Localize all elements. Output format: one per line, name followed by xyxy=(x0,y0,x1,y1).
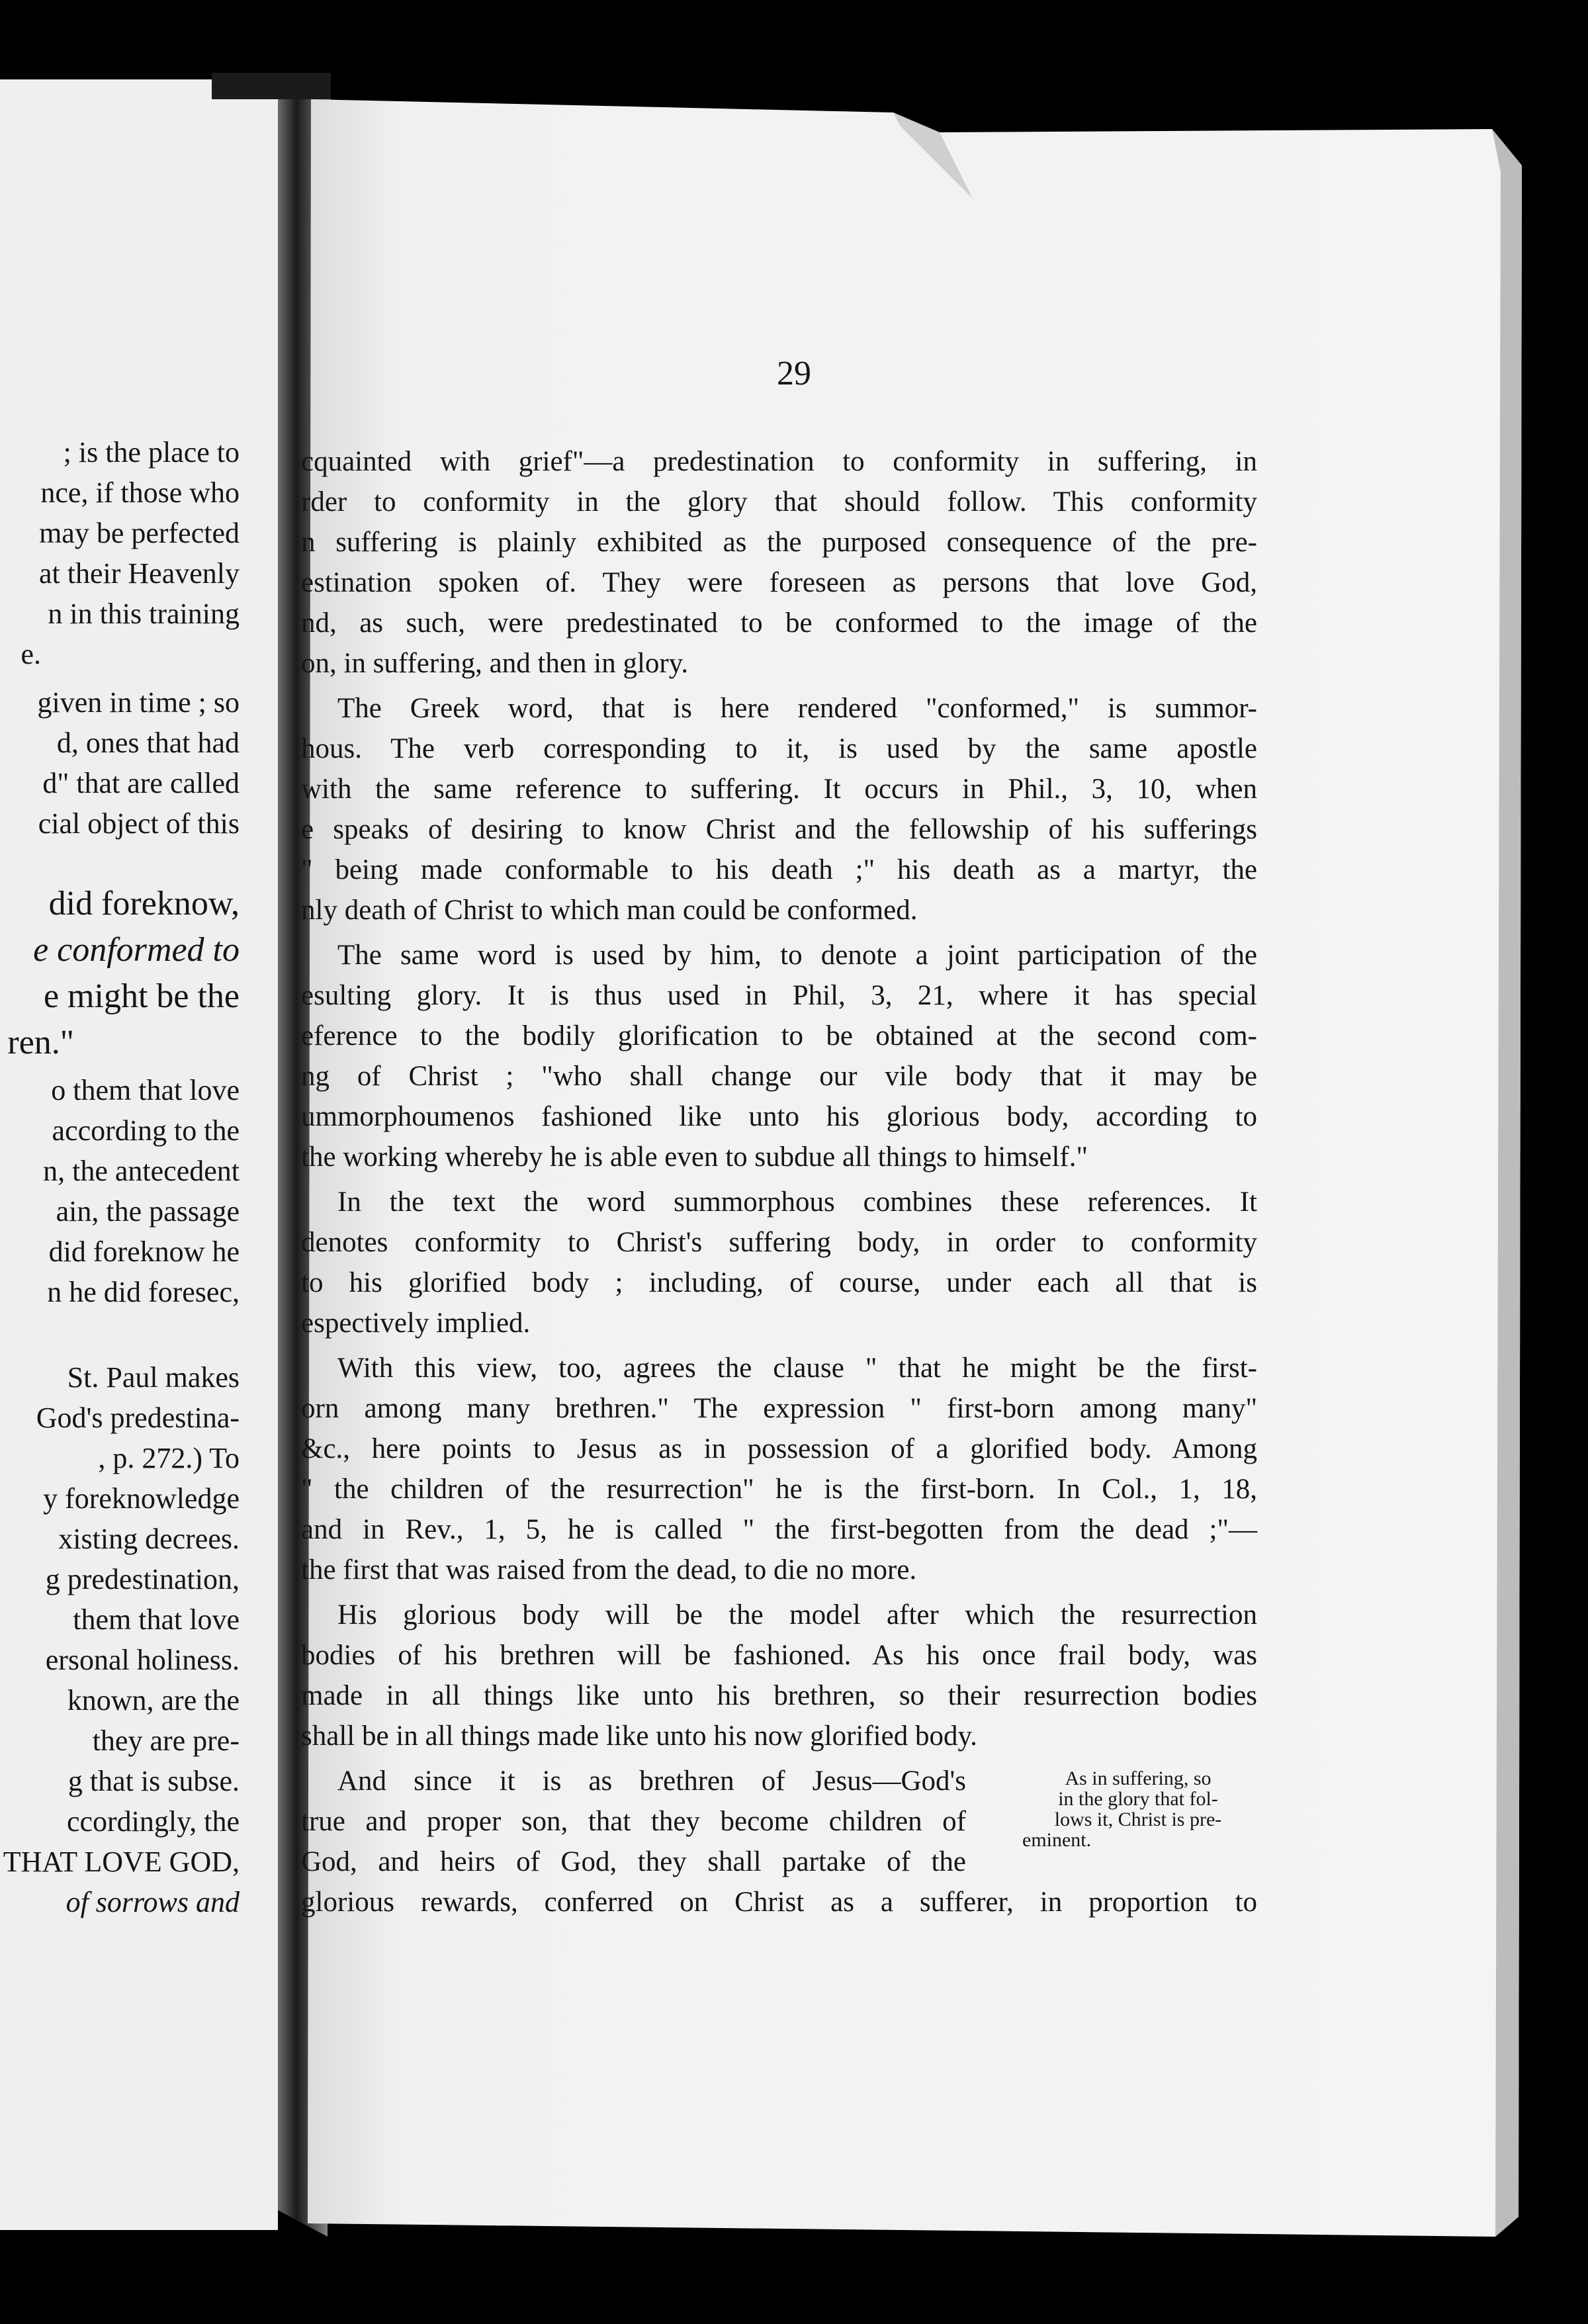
body-line: glorious rewards, conferred on Christ as a sufferer, in proportion to xyxy=(301,1887,1257,1918)
sidenote-line: As in suffering, so xyxy=(1065,1767,1212,1789)
left-line: xisting decrees. xyxy=(58,1523,240,1555)
left-line: nce, if those who xyxy=(40,476,240,509)
body-line: ng of Christ ; "who shall change our vile body that it may be xyxy=(301,1061,1257,1092)
left-line: God's predestina- xyxy=(36,1402,240,1434)
left-line: THAT LOVE GOD, xyxy=(3,1846,240,1878)
body-line: made in all things like unto his brethren, so their resurrection bodies xyxy=(301,1680,1257,1711)
body-line: &c., here points to Jesus as in possession of a glorified body. Among xyxy=(301,1433,1257,1464)
left-line: n, the antecedent xyxy=(43,1155,240,1187)
sidenote-line: eminent. xyxy=(1022,1829,1092,1851)
page-number: 29 xyxy=(777,355,811,392)
left-line: them that love xyxy=(73,1603,240,1636)
body-line: " the children of the resurrection" he is the first-born. In Col., 1, 18, xyxy=(301,1474,1257,1505)
left-line: cial object of this xyxy=(38,807,240,840)
left-line: , p. 272.) To xyxy=(98,1442,240,1474)
body-line: With this view, too, agrees the clause " that he might be the first- xyxy=(337,1353,1257,1384)
left-line: d, ones that had xyxy=(56,727,240,759)
body-line: ummorphoumenos fashioned like unto his glorious body, according to xyxy=(301,1101,1257,1132)
body-line: hous. The verb corresponding to it, is used by the same apostle xyxy=(301,733,1257,764)
left-line: d" that are called xyxy=(42,767,240,799)
body-line: denotes conformity to Christ's suffering body, in order to conformity xyxy=(301,1227,1257,1258)
left-line: n in this training xyxy=(48,598,240,630)
body-line: to his glorified body ; including, of course, under each all that is xyxy=(301,1267,1257,1298)
left-line: given in time ; so xyxy=(37,686,240,719)
body-line: on, in suffering, and then in glory. xyxy=(301,648,689,679)
body-line: rder to conformity in the glory that should follow. This conformity xyxy=(301,486,1257,517)
left-line-large: did foreknow, xyxy=(48,885,240,922)
body-line: n suffering is plainly exhibited as the purposed consequence of the pre- xyxy=(301,527,1257,558)
left-line: n he did foresec, xyxy=(47,1276,240,1308)
body-line: estination spoken of. They were foreseen as persons that love God, xyxy=(301,567,1257,598)
body-line: nd, as such, were predestinated to be conformed to the image of the xyxy=(301,607,1257,639)
body-line: espectively implied. xyxy=(301,1308,531,1339)
body-line: " being made conformable to his death ;" his death as a martyr, the xyxy=(301,854,1257,885)
body-line: The Greek word, that is here rendered "conformed," is summor- xyxy=(337,693,1257,724)
left-line: known, are the xyxy=(67,1684,240,1717)
left-line: of sorrows and xyxy=(66,1886,240,1918)
body-line: the working whereby he is able even to subdue all things to himself." xyxy=(301,1141,1088,1173)
gutter-binding xyxy=(212,73,331,99)
left-line: according to the xyxy=(52,1114,240,1147)
left-line: ; is the place to xyxy=(63,436,240,469)
left-line: ccordingly, the xyxy=(66,1805,240,1838)
left-line: g that is subse. xyxy=(67,1765,240,1797)
left-line-large: e might be the xyxy=(43,977,240,1015)
body-line: cquainted with grief"—a predestination to conformity in suffering, in xyxy=(301,446,1257,477)
left-line-large: ren." xyxy=(7,1024,74,1061)
body-line: esulting glory. It is thus used in Phil, 3, 21, where it has special xyxy=(301,980,1257,1011)
sidenote-line: lows it, Christ is pre- xyxy=(1054,1809,1222,1830)
body-line: God, and heirs of God, they shall partake of the xyxy=(301,1846,966,1877)
body-line: true and proper son, that they become children of xyxy=(301,1806,966,1837)
body-line: And since it is as brethren of Jesus—God's xyxy=(337,1765,966,1797)
left-line: St. Paul makes xyxy=(67,1361,240,1394)
left-line: ain, the passage xyxy=(56,1195,240,1228)
body-line: bodies of his brethren will be fashioned. As his once frail body, was xyxy=(301,1640,1257,1671)
left-line: ersonal holiness. xyxy=(45,1644,240,1676)
left-line: may be perfected xyxy=(39,517,240,549)
sidenote-line: in the glory that fol- xyxy=(1058,1788,1218,1810)
left-line: they are pre- xyxy=(92,1724,240,1757)
body-line: e speaks of desiring to know Christ and the fellowship of his sufferings xyxy=(301,814,1257,845)
left-line: o them that love xyxy=(51,1074,240,1106)
body-line: with the same reference to suffering. It occurs in Phil., 3, 10, when xyxy=(301,774,1257,805)
body-line: In the text the word summorphous combines these references. It xyxy=(337,1186,1257,1218)
body-line: eference to the bodily glorification to be obtained at the second com- xyxy=(301,1020,1257,1051)
left-line-large: e conformed to xyxy=(33,931,240,969)
left-line: e. xyxy=(21,638,41,670)
left-line: y foreknowledge xyxy=(43,1482,240,1515)
left-line: did foreknow he xyxy=(48,1235,240,1268)
left-line: at their Heavenly xyxy=(39,557,240,590)
left-line: g predestination, xyxy=(45,1563,240,1595)
body-line: the first that was raised from the dead, to die no more. xyxy=(301,1554,917,1586)
body-line: His glorious body will be the model after which the resurrection xyxy=(337,1599,1257,1631)
body-line: orn among many brethren." The expression " first-born among many" xyxy=(301,1393,1257,1424)
body-line: nly death of Christ to which man could be conformed. xyxy=(301,895,918,926)
body-line: and in Rev., 1, 5, he is called " the first-begotten from the dead ;"— xyxy=(301,1514,1257,1545)
body-line: The same word is used by him, to denote a joint participation of the xyxy=(337,940,1257,971)
body-line: shall be in all things made like unto his now glorified body. xyxy=(301,1721,977,1752)
